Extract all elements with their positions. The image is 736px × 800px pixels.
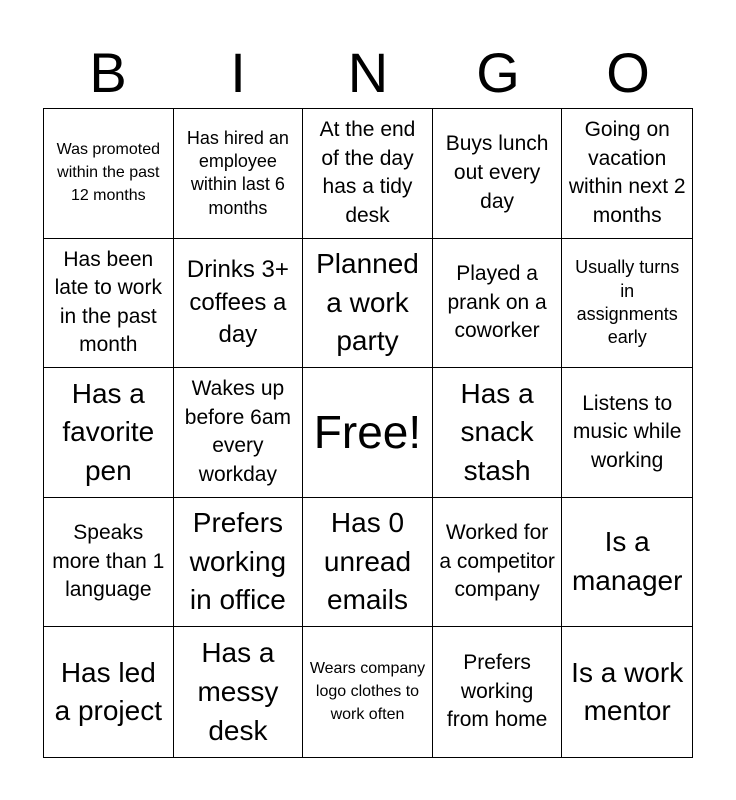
bingo-cell-text: Usually turns in assignments early <box>575 257 680 348</box>
header-letter-b: B <box>89 41 127 104</box>
bingo-cell[interactable] <box>303 627 433 757</box>
bingo-header <box>43 38 693 108</box>
bingo-cell-text: Has hired an employee within last 6 months <box>186 127 289 218</box>
bingo-board <box>43 108 693 758</box>
bingo-cell[interactable] <box>174 239 304 369</box>
bingo-cell-text: Worked for a competitor company <box>439 521 555 602</box>
bingo-cell[interactable] <box>174 627 304 757</box>
bingo-cell[interactable] <box>562 109 692 239</box>
bingo-cell-text: Prefers working from home <box>446 651 548 732</box>
bingo-cell-text: Was promoted within the past 12 months <box>56 141 161 204</box>
bingo-cell-text: Wears company logo clothes to work often <box>309 660 426 723</box>
bingo-cell-text: Played a prank on a coworker <box>447 262 547 343</box>
free-space-label: Free! <box>313 405 422 458</box>
bingo-cell[interactable] <box>433 239 563 369</box>
bingo-cell[interactable] <box>174 498 304 628</box>
bingo-cell[interactable] <box>562 239 692 369</box>
bingo-cell-text: Wakes up before 6am every workday <box>184 377 291 487</box>
bingo-cell-text: At the end of the day has a tidy desk <box>319 118 416 227</box>
bingo-cell-free[interactable] <box>303 368 433 498</box>
bingo-cell-text: Has led a project <box>54 656 162 727</box>
header-letter-i: I <box>230 41 246 104</box>
bingo-cell-text: Planned a work party <box>316 247 419 357</box>
bingo-cell[interactable] <box>433 498 563 628</box>
bingo-cell-text: Has 0 unread emails <box>323 507 412 616</box>
bingo-cell[interactable] <box>44 627 174 757</box>
bingo-cell-text: Has a snack stash <box>460 377 534 486</box>
bingo-cell[interactable] <box>562 498 692 628</box>
bingo-cell-text: Has a messy desk <box>197 637 279 746</box>
bingo-cell-text: Speaks more than 1 language <box>52 521 165 602</box>
bingo-cell[interactable] <box>174 109 304 239</box>
bingo-cell[interactable] <box>562 368 692 498</box>
bingo-cell-text: Has a favorite pen <box>62 377 155 486</box>
bingo-cell-text: Has been late to work in the past month <box>54 247 162 357</box>
bingo-cell-text: Drinks 3+ coffees a day <box>186 255 289 349</box>
bingo-cell[interactable] <box>303 498 433 628</box>
header-letter-g: G <box>476 41 520 104</box>
bingo-cell[interactable] <box>433 368 563 498</box>
bingo-cell[interactable] <box>174 368 304 498</box>
bingo-cell[interactable] <box>562 627 692 757</box>
bingo-cell[interactable] <box>433 627 563 757</box>
bingo-cell-text: Buys lunch out every day <box>445 132 549 213</box>
bingo-cell-text: Listens to music while working <box>572 391 682 472</box>
bingo-cell[interactable] <box>303 109 433 239</box>
bingo-cell[interactable] <box>303 239 433 369</box>
bingo-cell[interactable] <box>44 498 174 628</box>
bingo-cell-text: Is a manager <box>571 526 683 597</box>
bingo-cell[interactable] <box>44 368 174 498</box>
header-letter-n: N <box>347 41 389 104</box>
bingo-cell[interactable] <box>44 239 174 369</box>
bingo-cell-text: Prefers working in office <box>189 507 287 616</box>
bingo-cell-text: Is a work mentor <box>571 656 684 727</box>
bingo-cell[interactable] <box>44 109 174 239</box>
header-letter-o: O <box>606 41 650 104</box>
bingo-cell-text: Going on vacation within next 2 months <box>568 118 686 227</box>
bingo-cell[interactable] <box>433 109 563 239</box>
